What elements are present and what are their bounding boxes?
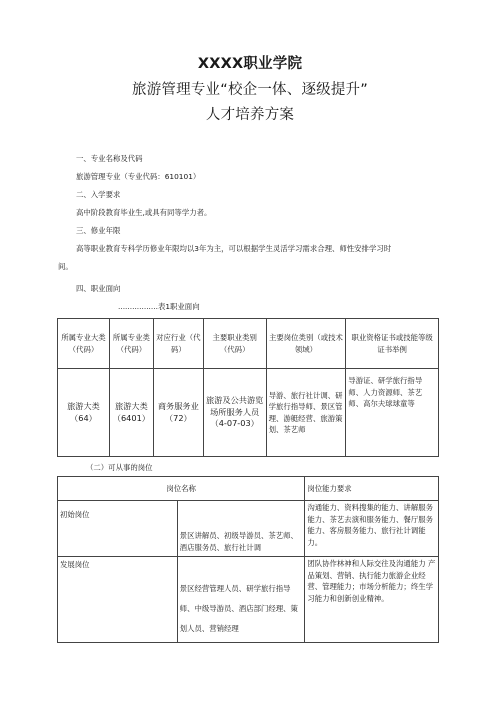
table1-cell: 商务服务业（72） — [153, 369, 203, 457]
table2-row-abilities: 沟通能力、资料搜集的能力、讲解服务能力、茶艺去演和服务能力、餐厅服务能力、客房服务能力、旅行社计调能力。 — [305, 501, 439, 557]
section-3-body-line1: 高等职业教育专科学历修业年限均以3年为主，可以根据学生灵活学习需求合理、师性安排学习时 — [76, 244, 392, 253]
table2-row-abilities: 团队协作林神和人际交往及沟通能力 产品策划、营销、执行能力旅游企业经营、管理能力；市场分析能力；终生学习能力和创新创业精神。 — [305, 557, 439, 643]
table1-cell: 导游证、研学旅行指导师、人力资源师、茶艺师、高尔夫球球童等 — [346, 369, 439, 457]
section-1-heading: 一、专业名称及代码 — [76, 154, 143, 163]
table2-row-level: 发展岗位 — [58, 557, 178, 643]
table1-header: 主要岗位类别（或技术领域） — [266, 319, 346, 369]
table1-caption: .................表1职业面向 — [118, 302, 200, 311]
section-1-body: 旅游管理专业（专业代码：610101） — [76, 172, 201, 181]
school-title: XXXX职业学院 — [197, 56, 303, 72]
positions-table — [57, 476, 439, 643]
table1-cell: 旅游大类（6401） — [109, 369, 153, 457]
table1-header: 所属专业大类（代码） — [58, 319, 110, 369]
table2-row-positions: 景区经营管理人员、研学旅行指导师、中级导游员、酒店部门经理、策划人员、营销经理 — [177, 557, 305, 643]
program-subtitle: 人才培养方案 — [205, 107, 295, 123]
section-3-heading: 三、修业年限 — [76, 226, 121, 235]
program-title: 旅游管理专业“校企一体、逐级提升” — [132, 82, 368, 98]
table2-header-position: 岗位名称 — [58, 477, 305, 501]
table1-cell: 旅游大类（64） — [58, 369, 110, 457]
table1-header: 职业资格证书或技能等级证书举例 — [346, 319, 439, 369]
table2-header-ability: 岗位能力要求 — [305, 477, 439, 501]
table1-cell: 旅游及公共游览场所服务人员（4-07-03） — [203, 369, 266, 457]
table1-header: 所属专业类（代码） — [109, 319, 153, 369]
table1-cell: 导游、旅行社计调、研学旅行指导师、景区管理、游艇经营、旅游策划、茶艺师 — [266, 369, 346, 457]
section-4-heading: 四、职业面向 — [76, 284, 121, 293]
section-3-body-line2: 间。 — [58, 262, 73, 271]
table2-caption: （二）可从事的岗位 — [86, 463, 153, 472]
table1-header: 主要职业类别（代码） — [203, 319, 266, 369]
section-2-body: 高中阶段教育毕业生,或具有同等学力者。 — [76, 208, 212, 217]
table2-row-positions: 景区讲解员、初级导游员、茶艺师、酒店服务员、旅行社计调 — [177, 501, 305, 557]
occupation-table — [57, 318, 439, 457]
table2-row-level: 初始岗位 — [58, 501, 178, 557]
section-2-heading: 二、入学要求 — [76, 190, 121, 199]
table1-header: 对应行业（代码） — [153, 319, 203, 369]
